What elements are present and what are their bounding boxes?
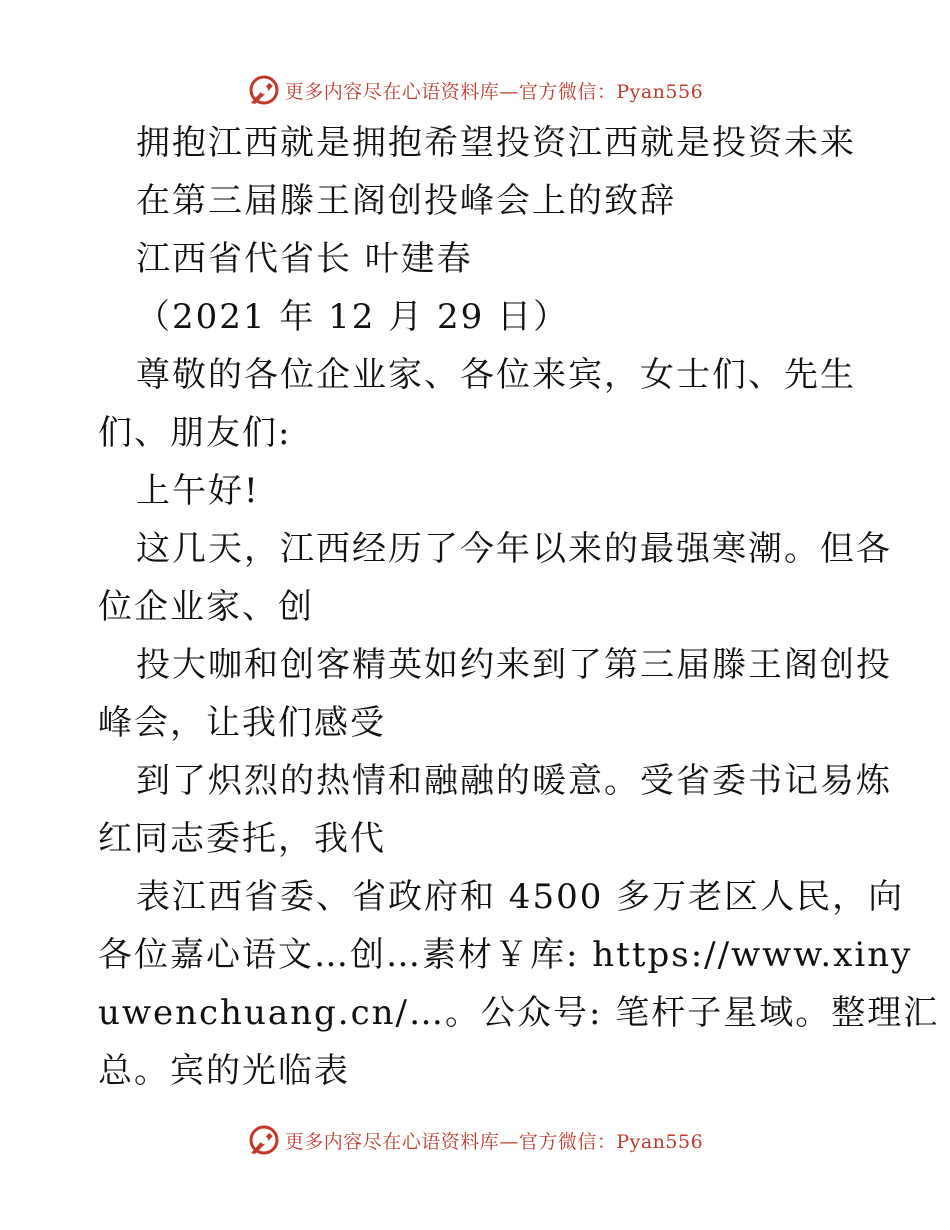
banner-wechat-label: 官方微信： [518,80,617,103]
banner-wechat-id: Pyan556 [616,1130,704,1153]
paragraph-line: 这几天，江西经历了今年以来的最强寒潮。但各 [136,529,892,569]
paragraph-line: 尊敬的各位企业家、各位来宾，女士们、先生 [136,355,856,395]
banner-wechat-label: 官方微信： [518,1130,617,1153]
paragraph-line: 位企业家、创 [98,587,314,627]
paragraph-line: 总。宾的光临表 [98,1051,350,1091]
paragraph-line: 红同志委托，我代 [98,819,386,859]
banner-site-text: 更多内容尽在心语资料库 [284,1130,500,1153]
paragraph-line: 表江西省委、省政府和 4500 多万老区人民，向 [136,877,905,917]
banner-dash: — [499,1130,519,1153]
header-watermark-banner [0,70,950,110]
footer-watermark-banner [0,1120,950,1160]
paragraph-line: 各位嘉心语文…创…素材￥库: https://www.xiny [98,935,913,975]
paragraph-line: 上午好! [136,471,260,511]
paragraph-line: uwenchuang.cn/…。公众号: 笔杆子星域。整理汇 [98,993,940,1033]
banner-text [285,1127,703,1154]
paragraph-line: 们、朋友们: [98,413,292,453]
banner-site-text: 更多内容尽在心语资料库 [284,80,500,103]
date-line: （2021 年 12 月 29 日） [136,297,570,337]
banner-wechat-id: Pyan556 [616,80,704,103]
banner-dash: — [499,80,519,103]
pen-logo-icon [247,73,281,107]
pen-logo-icon [247,1123,281,1157]
banner-text [285,77,703,104]
paragraph-line: 峰会，让我们感受 [98,703,386,743]
document-subtitle: 在第三届滕王阁创投峰会上的致辞 [136,181,676,221]
paragraph-line: 投大咖和创客精英如约来到了第三届滕王阁创投 [136,645,892,685]
document-body [98,114,940,1100]
document-title: 拥抱江西就是拥抱希望投资江西就是投资未来 [136,123,856,163]
author-line: 江西省代省长 叶建春 [136,239,473,279]
paragraph-line: 到了炽烈的热情和融融的暖意。受省委书记易炼 [136,761,892,801]
